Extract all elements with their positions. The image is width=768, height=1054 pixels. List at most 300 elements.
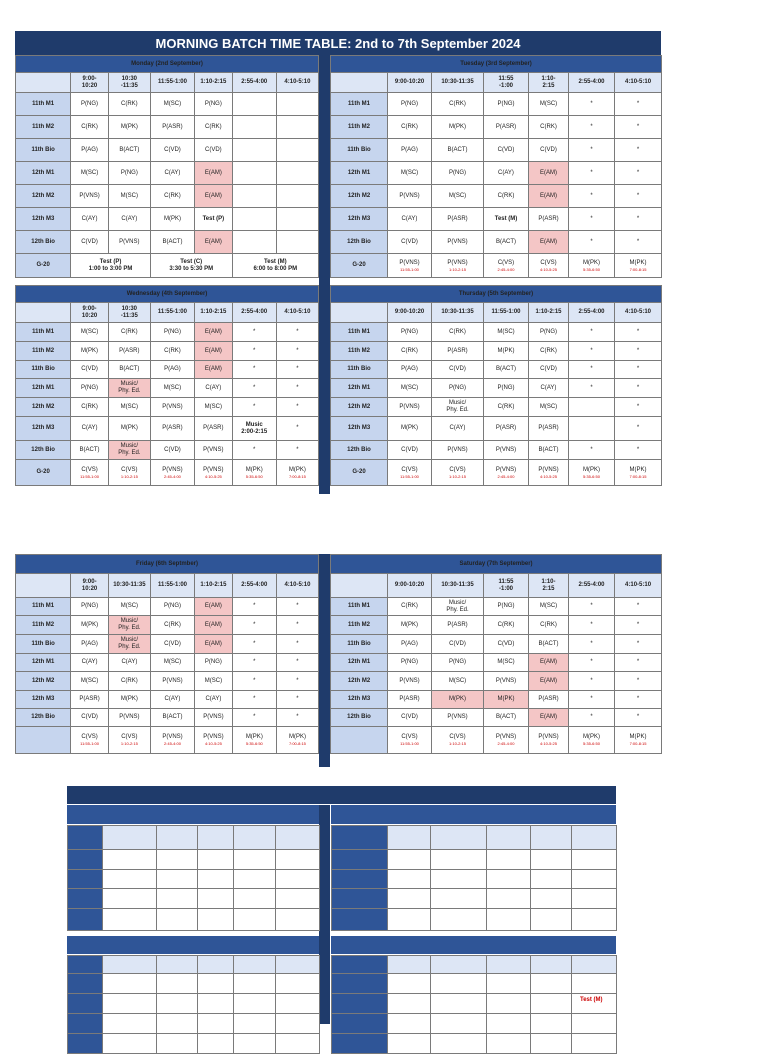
schedule-cell: P(NG) <box>432 654 484 672</box>
blank-cell <box>198 1034 234 1054</box>
class-label: 12th Bio <box>16 709 71 727</box>
subject-text: P(VNS) <box>399 259 420 266</box>
schedule-cell: E(AM) <box>529 672 569 691</box>
schedule-cell: P(VNS) <box>195 709 233 727</box>
schedule-cell: * <box>615 654 662 672</box>
schedule-cell: Test (M) <box>484 208 529 231</box>
schedule-cell: * <box>615 672 662 691</box>
subject-text: M(PK) <box>288 466 306 473</box>
subject-text: P(VNS) <box>162 734 183 740</box>
column-divider <box>319 554 330 767</box>
subject-text: M(PK) <box>245 466 263 473</box>
thursday-timetable <box>330 285 662 486</box>
blank-cell <box>332 994 388 1014</box>
schedule-cell <box>232 460 276 486</box>
day-header: Monday (2nd September) <box>16 56 319 73</box>
schedule-cell: * <box>276 323 318 342</box>
schedule-cell: P(ASR) <box>432 208 484 231</box>
schedule-cell: M(PK) <box>108 417 150 441</box>
schedule-cell: C(VD) <box>529 139 569 162</box>
schedule-cell: E(AM) <box>195 361 233 379</box>
schedule-cell: E(AM) <box>529 709 569 727</box>
subject-text: M(PK) <box>629 734 647 740</box>
schedule-cell: P(ASR) <box>432 342 484 361</box>
slot-time-text: 1:10-2:15 <box>120 741 138 746</box>
day-header: Wednesday (4th September) <box>16 286 319 303</box>
class-label: 12th M1 <box>331 379 388 398</box>
schedule-cell: P(NG) <box>71 379 109 398</box>
schedule-cell: * <box>569 598 615 616</box>
time-slot-header: 11:55-1:00 <box>150 574 194 598</box>
blank-cell <box>234 956 276 974</box>
schedule-cell <box>432 254 484 278</box>
blank-cell <box>103 889 157 909</box>
slot-time-text: 7:00-8:15 <box>288 473 306 479</box>
blank-cell <box>431 870 487 889</box>
schedule-cell: C(AY) <box>432 417 484 441</box>
schedule-cell: C(AY) <box>484 162 529 185</box>
slot-time-text: 11:55-1:00 <box>400 473 419 479</box>
schedule-cell: M(SC) <box>388 162 432 185</box>
blank-cell <box>198 826 234 850</box>
schedule-cell: C(VD) <box>71 361 109 379</box>
blank-cell <box>198 994 234 1014</box>
time-slot-header: 9:00- 10:20 <box>71 303 109 323</box>
blank-cell <box>157 994 198 1014</box>
schedule-cell <box>615 727 662 754</box>
blank-cell <box>68 870 103 889</box>
slot-time-text: 7:00-8:15 <box>289 741 306 746</box>
schedule-cell: C(RK) <box>432 323 484 342</box>
subject-text: C(VS) <box>121 734 138 740</box>
schedule-cell: M(SC) <box>195 398 233 417</box>
subject-text: C(VS) <box>497 259 515 266</box>
schedule-cell: P(VNS) <box>150 398 194 417</box>
schedule-cell: * <box>615 616 662 635</box>
blank-cell <box>531 994 572 1014</box>
schedule-cell: P(ASR) <box>150 417 194 441</box>
day-header: Thursday (5th September) <box>331 286 662 303</box>
schedule-cell: P(NG) <box>529 323 569 342</box>
blank-cell <box>531 850 572 870</box>
slot-time-text: 11:55-1:00 <box>80 473 99 479</box>
schedule-cell: * <box>232 441 276 460</box>
time-slot-header: 11:55-1:00 <box>150 73 194 93</box>
subject-text: P(VNS) <box>447 259 468 266</box>
schedule-cell: C(RK) <box>388 116 432 139</box>
schedule-cell: B(ACT) <box>150 231 194 254</box>
blank-cell <box>388 1034 431 1054</box>
schedule-cell: M(SC) <box>195 672 233 691</box>
schedule-cell: P(NG) <box>432 162 484 185</box>
schedule-cell: M(SC) <box>150 93 194 116</box>
schedule-cell: P(NG) <box>388 93 432 116</box>
wednesday-timetable <box>15 285 319 486</box>
table-row <box>16 654 319 672</box>
blank-cell <box>531 826 572 850</box>
schedule-cell: * <box>615 342 662 361</box>
schedule-cell: C(RK) <box>432 93 484 116</box>
time-slot-header: 2:55-4:00 <box>232 574 276 598</box>
blank-cell <box>572 1034 617 1054</box>
header-corner <box>16 303 71 323</box>
blank-cell <box>332 850 388 870</box>
schedule-cell: B(ACT) <box>484 709 529 727</box>
slot-time-text: 5:35-6:50 <box>583 266 600 272</box>
class-label: 11th M2 <box>16 116 71 139</box>
schedule-cell <box>484 727 529 754</box>
schedule-cell: C(AY) <box>195 691 233 709</box>
schedule-cell <box>108 727 150 754</box>
schedule-cell: P(NG) <box>484 379 529 398</box>
time-slot-header: 2:55-4:00 <box>569 303 615 323</box>
table-row <box>16 342 319 361</box>
schedule-cell: E(AM) <box>195 185 233 208</box>
class-label: 12th M2 <box>331 672 388 691</box>
schedule-cell: * <box>276 709 318 727</box>
blank-cell <box>431 994 487 1014</box>
slot-time-text: 4:10-5:25 <box>204 741 222 746</box>
schedule-cell: P(NG) <box>195 654 233 672</box>
class-label: G-20 <box>16 460 71 486</box>
blank-cell <box>68 956 103 974</box>
time-slot-header: 1:10-2:15 <box>195 574 233 598</box>
subject-text: M(PK) <box>629 466 647 473</box>
subject-text: P(VNS) <box>538 734 559 740</box>
time-slot-header: 4:10-5:10 <box>276 574 318 598</box>
schedule-cell: P(VNS) <box>388 672 432 691</box>
schedule-cell: C(RK) <box>529 342 569 361</box>
blank-cell <box>431 909 487 931</box>
schedule-cell: * <box>615 93 662 116</box>
schedule-cell: P(VNS) <box>484 672 529 691</box>
schedule-cell: Music/ Phy. Ed. <box>108 635 150 654</box>
schedule-cell: C(AY) <box>150 691 194 709</box>
monday-timetable <box>15 55 319 278</box>
class-label: 12th M1 <box>331 654 388 672</box>
schedule-cell <box>276 185 318 208</box>
blank-cell <box>198 850 234 870</box>
time-slot-header: 2:55-4:00 <box>232 73 276 93</box>
subject-text: P(VNS) <box>203 734 224 740</box>
blank-cell <box>234 974 276 994</box>
schedule-cell: P(ASR) <box>71 691 109 709</box>
blank-grid-test-label: Test (M) <box>580 997 603 1003</box>
schedule-cell: Music/ Phy. Ed. <box>432 398 484 417</box>
blank-grid-right <box>331 825 617 931</box>
table-row <box>331 398 662 417</box>
schedule-cell: * <box>232 654 276 672</box>
schedule-cell: M(SC) <box>432 672 484 691</box>
table-row <box>16 231 319 254</box>
schedule-cell <box>276 208 318 231</box>
blank-cell <box>157 850 198 870</box>
schedule-cell: C(RK) <box>388 342 432 361</box>
schedule-cell: Music/ Phy. Ed. <box>432 598 484 616</box>
class-label: 11th M1 <box>331 598 388 616</box>
schedule-cell: M(PK) <box>388 417 432 441</box>
time-slot-header: 1:10-2:15 <box>529 303 569 323</box>
schedule-cell: * <box>232 361 276 379</box>
schedule-cell: * <box>615 441 662 460</box>
table-row <box>331 162 662 185</box>
table-row <box>16 379 319 398</box>
schedule-cell: Test (P) 1:00 to 3:00 PM <box>71 254 151 278</box>
day-header: Tuesday (3rd September) <box>331 56 662 73</box>
schedule-cell: P(AG) <box>388 361 432 379</box>
blank-cell <box>68 974 103 994</box>
schedule-cell: * <box>615 185 662 208</box>
blank-cell <box>332 974 388 994</box>
schedule-cell <box>569 460 615 486</box>
table-row <box>331 616 662 635</box>
friday-timetable <box>15 554 319 754</box>
schedule-cell <box>569 254 615 278</box>
slot-time-text: 2:45-4:00 <box>497 266 515 272</box>
blank-cell <box>431 974 487 994</box>
schedule-cell: C(AY) <box>71 417 109 441</box>
slot-time-text: 2:45-4:00 <box>163 473 181 479</box>
blank-cell <box>276 994 320 1014</box>
time-slot-header: 1:10-2:15 <box>195 303 233 323</box>
time-slot-header: 4:10-5:10 <box>276 303 318 323</box>
slot-time-text: 5:35-6:50 <box>245 473 263 479</box>
schedule-cell: C(VD) <box>150 139 194 162</box>
blank-cell <box>276 1034 320 1054</box>
table-row <box>331 635 662 654</box>
schedule-cell: M(SC) <box>484 654 529 672</box>
schedule-cell: C(AY) <box>108 654 150 672</box>
schedule-cell: * <box>615 379 662 398</box>
schedule-cell: Music/ Phy. Ed. <box>108 616 150 635</box>
schedule-cell: * <box>276 342 318 361</box>
blank-cell <box>276 826 320 850</box>
schedule-cell: B(ACT) <box>71 441 109 460</box>
schedule-cell: M(SC) <box>108 398 150 417</box>
table-row <box>16 208 319 231</box>
schedule-cell: M(PK) <box>484 691 529 709</box>
schedule-cell: B(ACT) <box>529 441 569 460</box>
table-row <box>331 709 662 727</box>
schedule-cell: P(VNS) <box>195 441 233 460</box>
blank-cell <box>198 870 234 889</box>
blank-cell <box>388 909 431 931</box>
class-label: 12th M2 <box>16 672 71 691</box>
schedule-cell: M(SC) <box>150 654 194 672</box>
schedule-cell: C(RK) <box>195 116 233 139</box>
slot-time-text: 1:10-2:15 <box>449 741 466 746</box>
slot-time-text: 1:10-2:15 <box>449 266 466 272</box>
schedule-cell: M(SC) <box>108 185 150 208</box>
day-header: Friday (6th Septmber) <box>16 555 319 574</box>
schedule-cell: * <box>276 398 318 417</box>
table-row <box>16 616 319 635</box>
schedule-cell: P(NG) <box>150 323 194 342</box>
header-corner <box>16 574 71 598</box>
schedule-cell: Test (M) 6:00 to 8:00 PM <box>232 254 318 278</box>
schedule-cell: P(ASR) <box>529 208 569 231</box>
slot-time-text: 11:55-1:00 <box>80 741 99 746</box>
slot-time-text: 2:45-4:00 <box>164 741 181 746</box>
blank-cell <box>431 889 487 909</box>
schedule-cell: C(VD) <box>432 361 484 379</box>
subject-text: P(VNS) <box>495 466 517 473</box>
schedule-cell: B(ACT) <box>432 139 484 162</box>
schedule-cell: * <box>232 691 276 709</box>
schedule-cell: M(PK) <box>432 116 484 139</box>
blank-cell <box>234 889 276 909</box>
table-row <box>331 208 662 231</box>
time-slot-header: 11:55-1:00 <box>484 303 529 323</box>
blank-cell <box>103 850 157 870</box>
subject-text: M(PK) <box>629 259 647 266</box>
class-label: 11th Bio <box>16 139 71 162</box>
class-label: G-20 <box>331 254 388 278</box>
blank-cell <box>157 889 198 909</box>
schedule-cell: * <box>569 93 615 116</box>
schedule-cell: * <box>232 616 276 635</box>
subject-text: M(PK) <box>245 734 263 740</box>
blank-cell <box>234 909 276 931</box>
schedule-cell: M(SC) <box>432 185 484 208</box>
blank-cell <box>332 889 388 909</box>
blank-cell <box>332 1034 388 1054</box>
blank-cell <box>487 956 531 974</box>
schedule-cell: * <box>569 231 615 254</box>
schedule-cell: P(NG) <box>432 379 484 398</box>
schedule-cell: * <box>569 616 615 635</box>
blank-cell <box>431 956 487 974</box>
schedule-cell: P(ASR) <box>484 116 529 139</box>
schedule-cell: C(AY) <box>71 654 109 672</box>
schedule-cell: * <box>276 441 318 460</box>
schedule-cell <box>195 727 233 754</box>
class-label: 11th Bio <box>331 139 388 162</box>
schedule-cell: C(VD) <box>529 361 569 379</box>
schedule-cell: * <box>615 635 662 654</box>
time-slot-header: 2:55-4:00 <box>569 574 615 598</box>
blank-cell <box>157 826 198 850</box>
schedule-cell <box>529 460 569 486</box>
table-row <box>16 598 319 616</box>
schedule-cell: P(NG) <box>388 654 432 672</box>
schedule-cell: M(SC) <box>71 672 109 691</box>
schedule-cell: P(AG) <box>150 361 194 379</box>
time-slot-header: 9:00-10:20 <box>388 73 432 93</box>
table-row <box>16 254 319 278</box>
class-label: 11th M1 <box>16 323 71 342</box>
schedule-cell: P(NG) <box>150 598 194 616</box>
blank-cell <box>332 826 388 850</box>
blank-cell <box>531 974 572 994</box>
schedule-cell <box>232 208 276 231</box>
blank-cell <box>487 909 531 931</box>
schedule-cell: * <box>569 441 615 460</box>
blank-cell <box>234 850 276 870</box>
schedule-cell: C(VD) <box>388 709 432 727</box>
blank-cell <box>234 826 276 850</box>
time-slot-header: 11:55 -1:00 <box>484 73 529 93</box>
subject-text: C(VS) <box>401 466 418 473</box>
schedule-cell: * <box>615 691 662 709</box>
time-slot-header: 2:55-4:00 <box>232 303 276 323</box>
schedule-cell: C(RK) <box>71 116 109 139</box>
blank-cell <box>103 974 157 994</box>
class-label: 12th Bio <box>16 441 71 460</box>
schedule-cell: M(PK) <box>108 116 150 139</box>
time-slot-header: 9:00-10:20 <box>388 303 432 323</box>
blank-cell <box>276 974 320 994</box>
schedule-cell: C(RK) <box>529 116 569 139</box>
blank-cell <box>487 850 531 870</box>
schedule-cell <box>195 460 233 486</box>
schedule-cell: C(VD) <box>71 709 109 727</box>
schedule-cell: * <box>232 342 276 361</box>
schedule-cell: * <box>615 323 662 342</box>
schedule-cell: C(VD) <box>150 441 194 460</box>
class-label: 12th M2 <box>331 185 388 208</box>
class-label: 11th M1 <box>16 598 71 616</box>
blank-cell <box>487 870 531 889</box>
schedule-cell: B(ACT) <box>484 231 529 254</box>
schedule-cell <box>388 254 432 278</box>
schedule-cell: B(ACT) <box>150 709 194 727</box>
blank-cell <box>276 850 320 870</box>
table-row <box>16 441 319 460</box>
schedule-cell: C(AY) <box>108 208 150 231</box>
schedule-cell: M(SC) <box>71 323 109 342</box>
class-label: 11th Bio <box>331 361 388 379</box>
table-row <box>16 672 319 691</box>
table-row <box>16 691 319 709</box>
schedule-cell: E(AM) <box>195 635 233 654</box>
blank-cell <box>431 1034 487 1054</box>
blank-cell <box>572 850 617 870</box>
schedule-cell: * <box>276 417 318 441</box>
schedule-cell: E(AM) <box>195 616 233 635</box>
subject-text: P(VNS) <box>162 466 183 473</box>
schedule-cell: C(AY) <box>529 379 569 398</box>
slot-time-text: 1:10-2:15 <box>449 473 466 479</box>
time-slot-header: 10:30-11:35 <box>432 73 484 93</box>
schedule-cell: E(AM) <box>195 231 233 254</box>
blank-grid-right-lower <box>331 955 617 1054</box>
schedule-cell: E(AM) <box>195 598 233 616</box>
schedule-cell: P(AG) <box>388 635 432 654</box>
class-label: 12th M3 <box>331 691 388 709</box>
schedule-cell <box>432 460 484 486</box>
subject-text: C(VS) <box>81 466 98 473</box>
schedule-cell: C(RK) <box>108 323 150 342</box>
class-label: 12th M3 <box>16 417 71 441</box>
blank-cell <box>103 826 157 850</box>
schedule-cell <box>615 254 662 278</box>
header-corner <box>331 574 388 598</box>
schedule-cell: * <box>615 116 662 139</box>
schedule-cell: * <box>232 398 276 417</box>
class-label: 12th M2 <box>331 398 388 417</box>
schedule-cell: E(AM) <box>195 342 233 361</box>
subject-text: C(VS) <box>540 259 557 266</box>
schedule-cell: E(AM) <box>195 162 233 185</box>
table-row <box>331 254 662 278</box>
time-slot-header: 11:55 -1:00 <box>484 574 529 598</box>
blank-cell <box>103 956 157 974</box>
schedule-cell: C(RK) <box>484 185 529 208</box>
schedule-cell: C(RK) <box>108 93 150 116</box>
schedule-cell: E(AM) <box>529 654 569 672</box>
schedule-cell: B(ACT) <box>529 635 569 654</box>
